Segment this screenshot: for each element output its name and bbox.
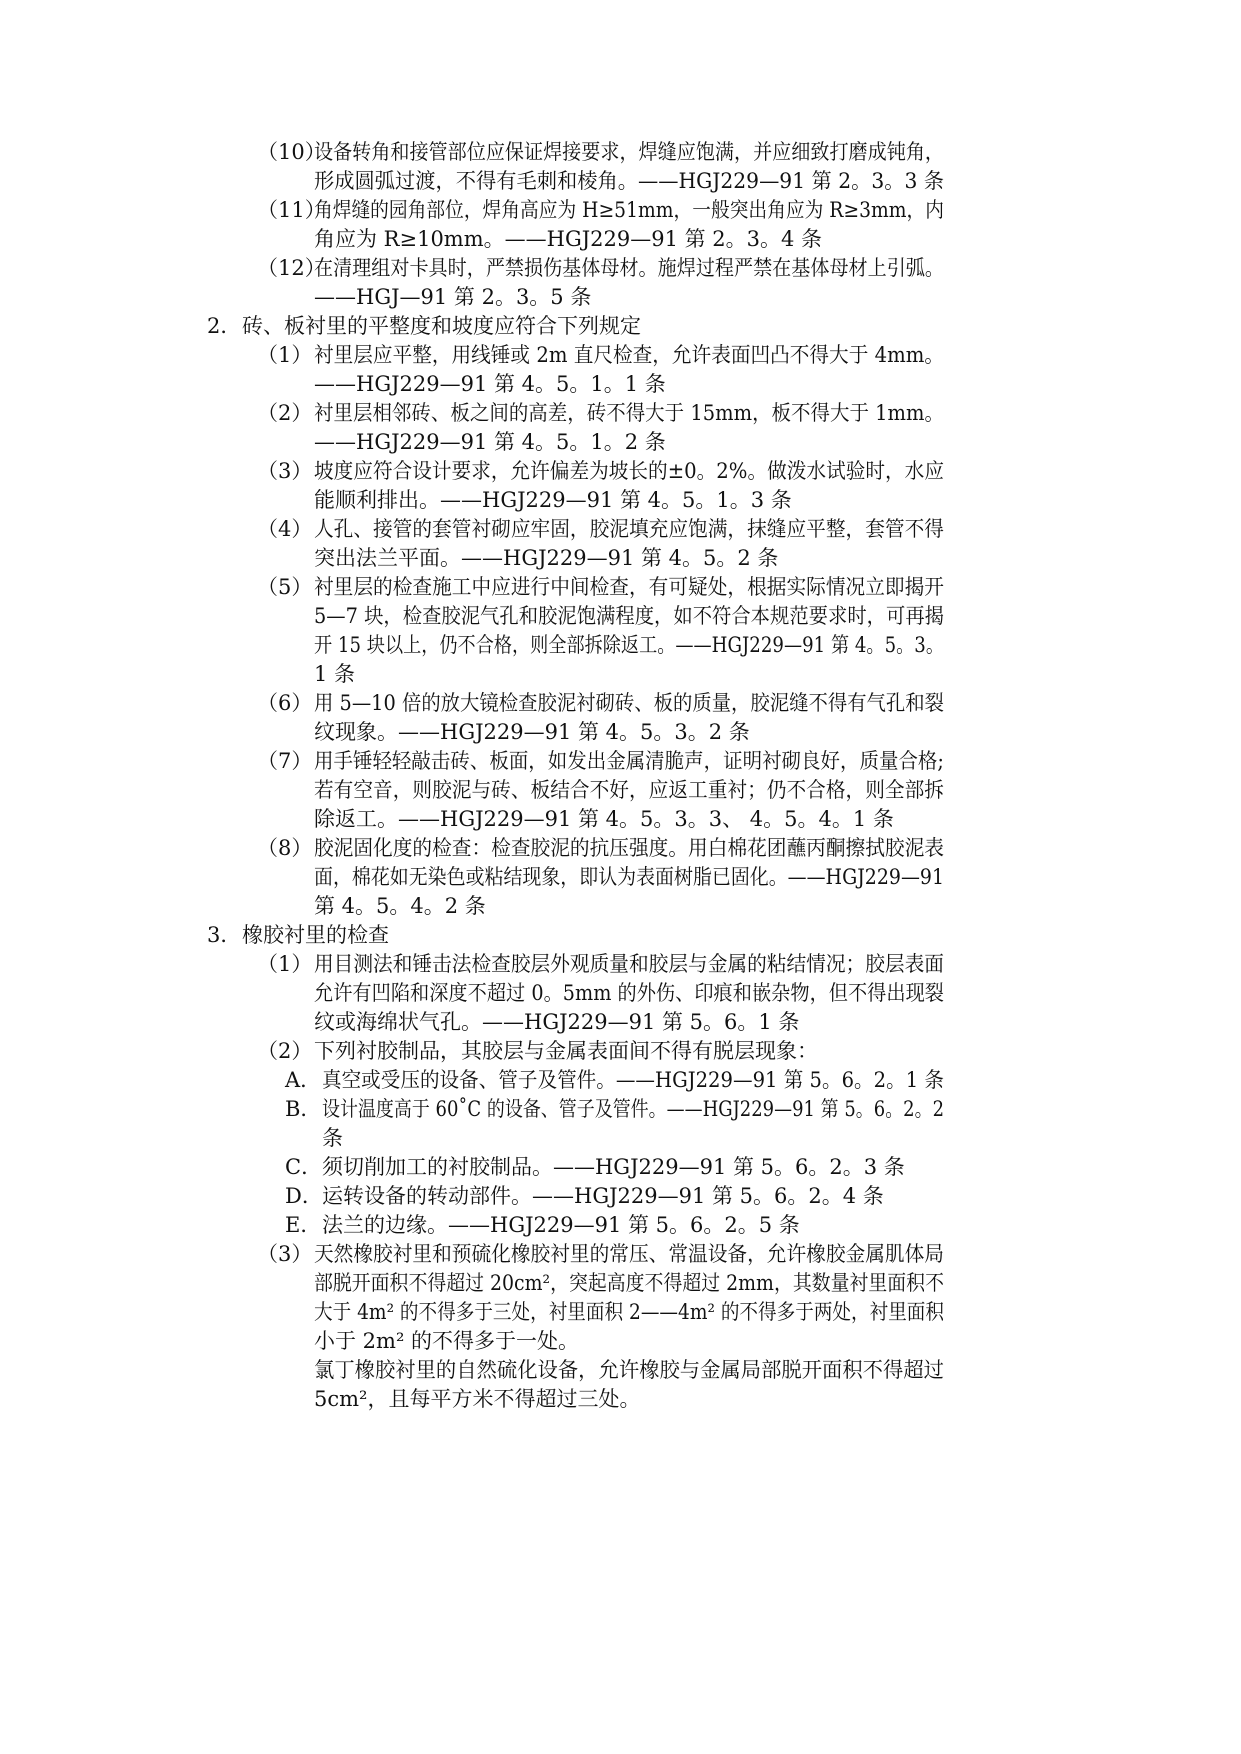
text-line: 氯丁橡胶衬里的自然硫化设备，允许橡胶与金属局部脱开面积不得超过 [314,1358,944,1382]
item-number: （3） [257,459,313,483]
item-number: （8） [257,836,313,860]
item-number: （2） [257,401,313,425]
text-line: 须切削加工的衬胶制品。——HGJ229—91 第 5。6。2。3 条 [322,1155,905,1179]
item-number: （6） [257,691,313,715]
text-line: ——HGJ—91 第 2。3。5 条 [314,285,592,309]
subitem-letter: C． [285,1155,323,1179]
text-line: 能顺利排出。——HGJ229—91 第 4。5。1。3 条 [314,488,792,512]
text-line: 形成圆弧过渡，不得有毛刺和棱角。——HGJ229—91 第 2。3。3 条 [314,169,945,193]
subitem-letter: D． [285,1184,323,1208]
text-line: 人孔、接管的套管衬砌应牢固，胶泥填充应饱满，抹缝应平整，套管不得 [314,517,944,541]
text-line: 在清理组对卡具时，严禁损伤基体母材。施焊过程严禁在基体母材上引弧。 [314,256,945,280]
text-line: 用手锤轻轻敲击砖、板面，如发出金属清脆声，证明衬砌良好，质量合格; [314,749,944,773]
item-number: （4） [257,517,313,541]
subitem-letter: B． [285,1097,322,1121]
item-number: （7） [257,749,313,773]
section-heading: 橡胶衬里的检查 [242,923,389,947]
text-line: 运转设备的转动部件。——HGJ229—91 第 5。6。2。4 条 [322,1184,884,1208]
text-line: ——HGJ229—91 第 4。5。1。1 条 [314,372,666,396]
item-number: （1） [257,343,313,367]
text-line: 衬里层应平整，用线锤或 2m 直尺检查，允许表面凹凸不得大于 4mm。 [314,343,944,367]
text-line: 用 5—10 倍的放大镜检查胶泥衬砌砖、板的质量，胶泥缝不得有气孔和裂 [314,691,944,715]
item-number: （2） [257,1039,313,1063]
text-line: 1 条 [314,662,356,686]
text-line: ——HGJ229—91 第 4。5。1。2 条 [314,430,666,454]
item-number: （11） [257,198,326,222]
text-line: 用目测法和锤击法检查胶层外观质量和胶层与金属的粘结情况；胶层表面 [314,952,944,976]
text-line: 开 15 块以上，仍不合格，则全部拆除返工。——HGJ229—91 第 4。5。3。 [314,633,944,657]
section-number: 2． [207,314,242,338]
item-number: （12） [257,256,326,280]
text-line: 除返工。——HGJ229—91 第 4。5。3。3、 4。5。4。1 条 [314,807,894,831]
text-line: 小于 2m² 的不得多于一处。 [314,1329,580,1353]
text-line: 设计温度高于 60˚C 的设备、管子及管件。——HGJ229—91 第 5。6。2。2 [322,1097,945,1121]
item-number: （1） [257,952,313,976]
section-heading: 砖、板衬里的平整度和坡度应符合下列规定 [242,314,641,338]
item-number: （3） [257,1242,313,1266]
subitem-letter: A． [285,1068,322,1092]
subitem-letter: E． [285,1213,322,1237]
text-line: 法兰的边缘。——HGJ229—91 第 5。6。2。5 条 [322,1213,800,1237]
text-line: 真空或受压的设备、管子及管件。——HGJ229—91 第 5。6。2。1 条 [322,1068,944,1092]
text-line: 胶泥固化度的检查：检查胶泥的抗压强度。用白棉花团蘸丙酮擦拭胶泥表 [314,836,944,860]
text-line: 坡度应符合设计要求，允许偏差为坡长的±0。2%。做泼水试验时，水应 [314,459,944,483]
text-line: 纹或海绵状气孔。——HGJ229—91 第 5。6。1 条 [314,1010,800,1034]
text-line: 大于 4m² 的不得多于三处，衬里面积 2——4m² 的不得多于两处，衬里面积 [314,1300,944,1324]
text-line: 部脱开面积不得超过 20cm²，突起高度不得超过 2mm，其数量衬里面积不 [314,1271,944,1295]
text-line: 角焊缝的园角部位，焊角高应为 H≥51mm，一般突出角应为 R≥3mm，内 [314,198,944,222]
item-number: （10） [257,140,326,164]
text-line: 5cm²，且每平方米不得超过三处。 [314,1387,641,1411]
text-line: 第 4。5。4。2 条 [314,894,486,918]
text-line: 设备转角和接管部位应保证焊接要求，焊缝应饱满，并应细致打磨成钝角， [314,140,945,164]
text-line: 条 [322,1126,343,1150]
text-line: 角应为 R≥10mm。——HGJ229—91 第 2。3。4 条 [314,227,823,251]
text-line: 天然橡胶衬里和预硫化橡胶衬里的常压、常温设备，允许橡胶金属肌体局 [314,1242,944,1266]
text-line: 5—7 块，检查胶泥气孔和胶泥饱满程度，如不符合本规范要求时，可再揭 [314,604,944,628]
text-line: 下列衬胶制品，其胶层与金属表面间不得有脱层现象： [314,1039,818,1063]
text-line: 纹现象。——HGJ229—91 第 4。5。3。2 条 [314,720,750,744]
text-line: 衬里层相邻砖、板之间的高差，砖不得大于 15mm，板不得大于 1mm。 [314,401,944,425]
text-line: 衬里层的检查施工中应进行中间检查，有可疑处，根据实际情况立即揭开 [314,575,944,599]
text-line: 允许有凹陷和深度不超过 0。5mm 的外伤、印痕和嵌杂物，但不得出现裂 [314,981,945,1005]
text-line: 面，棉花如无染色或粘结现象，即认为表面树脂已固化。——HGJ229—91 [314,865,945,889]
section-number: 3． [207,923,242,947]
item-number: （5） [257,575,313,599]
text-line: 突出法兰平面。——HGJ229—91 第 4。5。2 条 [314,546,779,570]
text-line: 若有空音，则胶泥与砖、板结合不好，应返工重衬；仍不合格，则全部拆 [314,778,944,802]
